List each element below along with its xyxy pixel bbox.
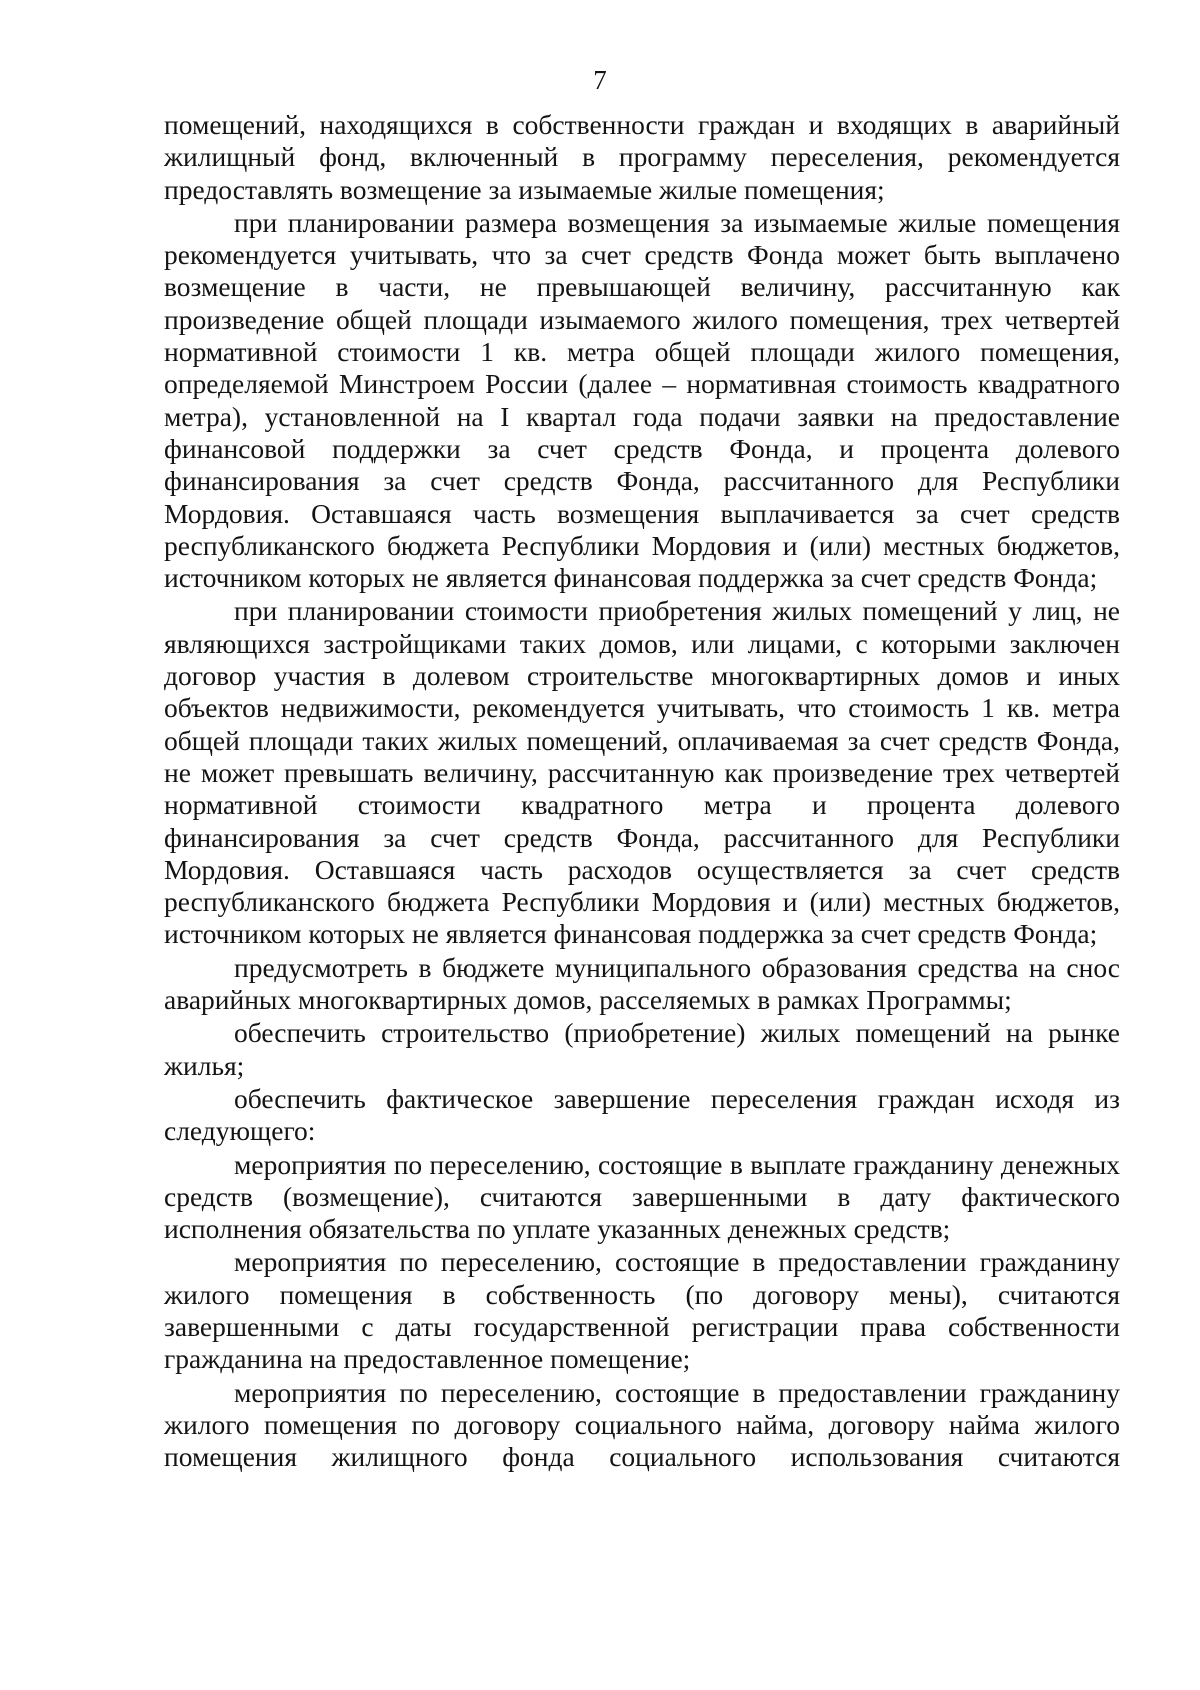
paragraph-continuation: помещений, находящихся в собственности граждан и входящих в аварийный жилищный фонд, включенный в программу переселения, рекомендуется предоставлять возмещение за изымаемые жилые помещения;: [164, 109, 1120, 205]
paragraph-housing-construction: обеспечить строительство (приобретение) жилых помещений на рынке жилья;: [164, 1017, 1120, 1081]
paragraph-compensation-planning: при планировании размера возмещения за изымаемые жилые помещения рекомендуется учитывать, что за счет средств Фонда может быть выплачено возмещение в части, не превышающей величину, рассчитанную как произведение общей площади изымаемого жилого помещения, трех четвертей нормативной стоимости 1 кв. метра общей площади жилого помещения, определяемой Минстроем России (далее – нормативная стоимость квадратного метра), установленной на I квартал года подачи заявки на предоставление финансовой поддержки за счет средств Фонда, и процента долевого финансирования за счет средств Фонда, рассчитанного для Республики Мордовия. Оставшаяся часть возмещения выплачивается за счет средств республиканского бюджета Республики Мордовия и (или) местных бюджетов, источником которых не является финансовая поддержка за счет средств Фонда;: [164, 206, 1120, 594]
page-number: 7: [593, 65, 607, 95]
paragraph-demolition-budget: предусмотреть в бюджете муниципального образования средства на снос аварийных многоквартирных домов, расселяемых в рамках Программы;: [164, 951, 1120, 1016]
paragraph-resettlement-completion: обеспечить фактическое завершение переселения граждан исходя из следующего:: [164, 1082, 1120, 1147]
paragraph-exchange-agreement: мероприятия по переселению, состоящие в предоставлении гражданину жилого помещения в собственность (по договору мены), считаются завершенными с даты государственной регистрации права собственности гражданина на предоставленное помещение;: [164, 1246, 1120, 1375]
paragraph-social-rent: мероприятия по переселению, состоящие в предоставлении гражданину жилого помещения по договору социального найма, договору найма жилого помещения жилищного фонда социального использования считаются: [164, 1376, 1120, 1473]
paragraph-acquisition-cost-planning: при планировании стоимости приобретения жилых помещений у лиц, не являющихся застройщиками таких домов, или лицами, с которыми заключен договор участия в долевом строительстве многоквартирных домов и иных объектов недвижимости, рекомендуется учитывать, что стоимость 1 кв. метра общей площади таких жилых помещений, оплачиваемая за счет средств Фонда, не может превышать величину, рассчитанную как произведение трех четвертей нормативной стоимости квадратного метра и процента долевого финансирования за счет средств Фонда, рассчитанного для Республики Мордовия. Оставшаяся часть расходов осуществляется за счет средств республиканского бюджета Республики Мордовия и (или) местных бюджетов, источником которых не является финансовая поддержка за счет средств Фонда;: [164, 595, 1120, 950]
paragraph-cash-compensation: мероприятия по переселению, состоящие в выплате гражданину денежных средств (возмещение), считаются завершенными в дату фактического исполнения обязательства по уплате указанных денежных средств;: [164, 1148, 1120, 1245]
document-body: [164, 109, 1120, 1474]
